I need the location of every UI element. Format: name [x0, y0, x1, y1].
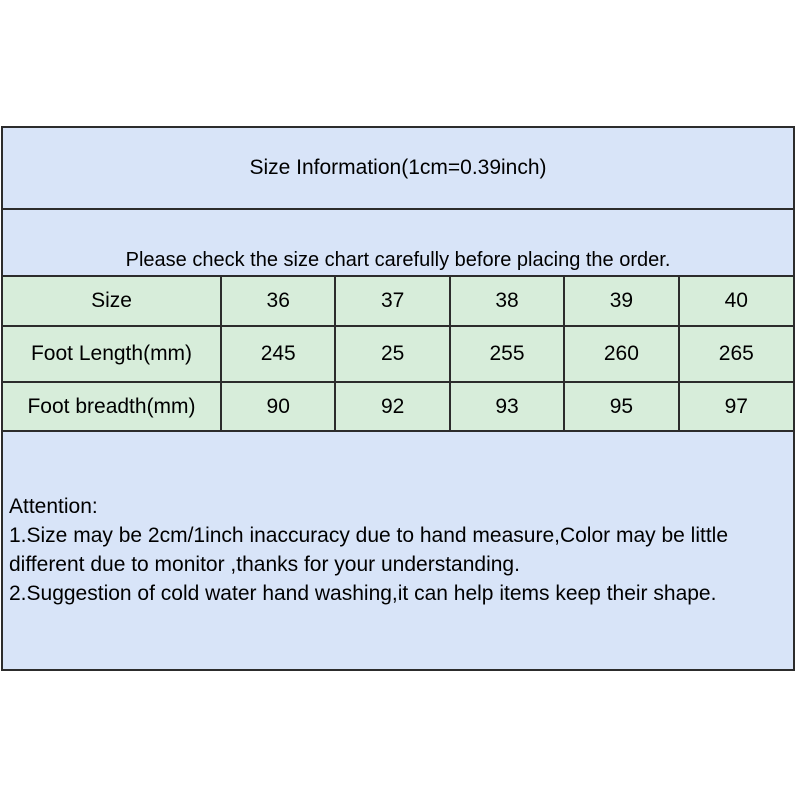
attention-line: different due to monitor ,thanks for your understanding. — [9, 553, 520, 576]
size-table-cell: 245 — [221, 326, 335, 382]
size-table-cell: 39 — [564, 276, 678, 326]
size-info-sheet — [1, 126, 795, 671]
size-table-cell: 95 — [564, 382, 678, 430]
attention-line: 1.Size may be 2cm/1inch inaccuracy due to hand measure,Color may be little — [9, 524, 729, 547]
notice-text: Please check the size chart carefully before placing the order. — [125, 249, 671, 271]
size-table-cell: 97 — [679, 382, 793, 430]
size-table-cell: 25 — [335, 326, 449, 382]
row-label-size: Size — [3, 276, 221, 326]
size-table-cell: 255 — [450, 326, 564, 382]
row-label-foot-breadth: Foot breadth(mm) — [3, 382, 221, 430]
attention-heading: Attention: — [9, 495, 98, 518]
size-table-cell: 36 — [221, 276, 335, 326]
size-table-cell: 260 — [564, 326, 678, 382]
size-table-cell: 265 — [679, 326, 793, 382]
title-panel — [3, 128, 793, 208]
row-label-foot-length: Foot Length(mm) — [3, 326, 221, 382]
attention-panel — [3, 430, 793, 669]
table-row-foot-breadth — [3, 382, 793, 430]
size-table-cell: 92 — [335, 382, 449, 430]
attention-line: 2.Suggestion of cold water hand washing,it can help items keep their shape. — [9, 582, 717, 605]
notice-panel — [3, 208, 793, 275]
table-row-size — [3, 276, 793, 326]
size-table — [3, 275, 793, 430]
size-table-cell: 38 — [450, 276, 564, 326]
page-title: Size Information(1cm=0.39inch) — [249, 156, 547, 179]
size-table-cell: 40 — [679, 276, 793, 326]
table-row-foot-length — [3, 326, 793, 382]
size-table-cell: 37 — [335, 276, 449, 326]
size-table-cell: 90 — [221, 382, 335, 430]
size-table-cell: 93 — [450, 382, 564, 430]
